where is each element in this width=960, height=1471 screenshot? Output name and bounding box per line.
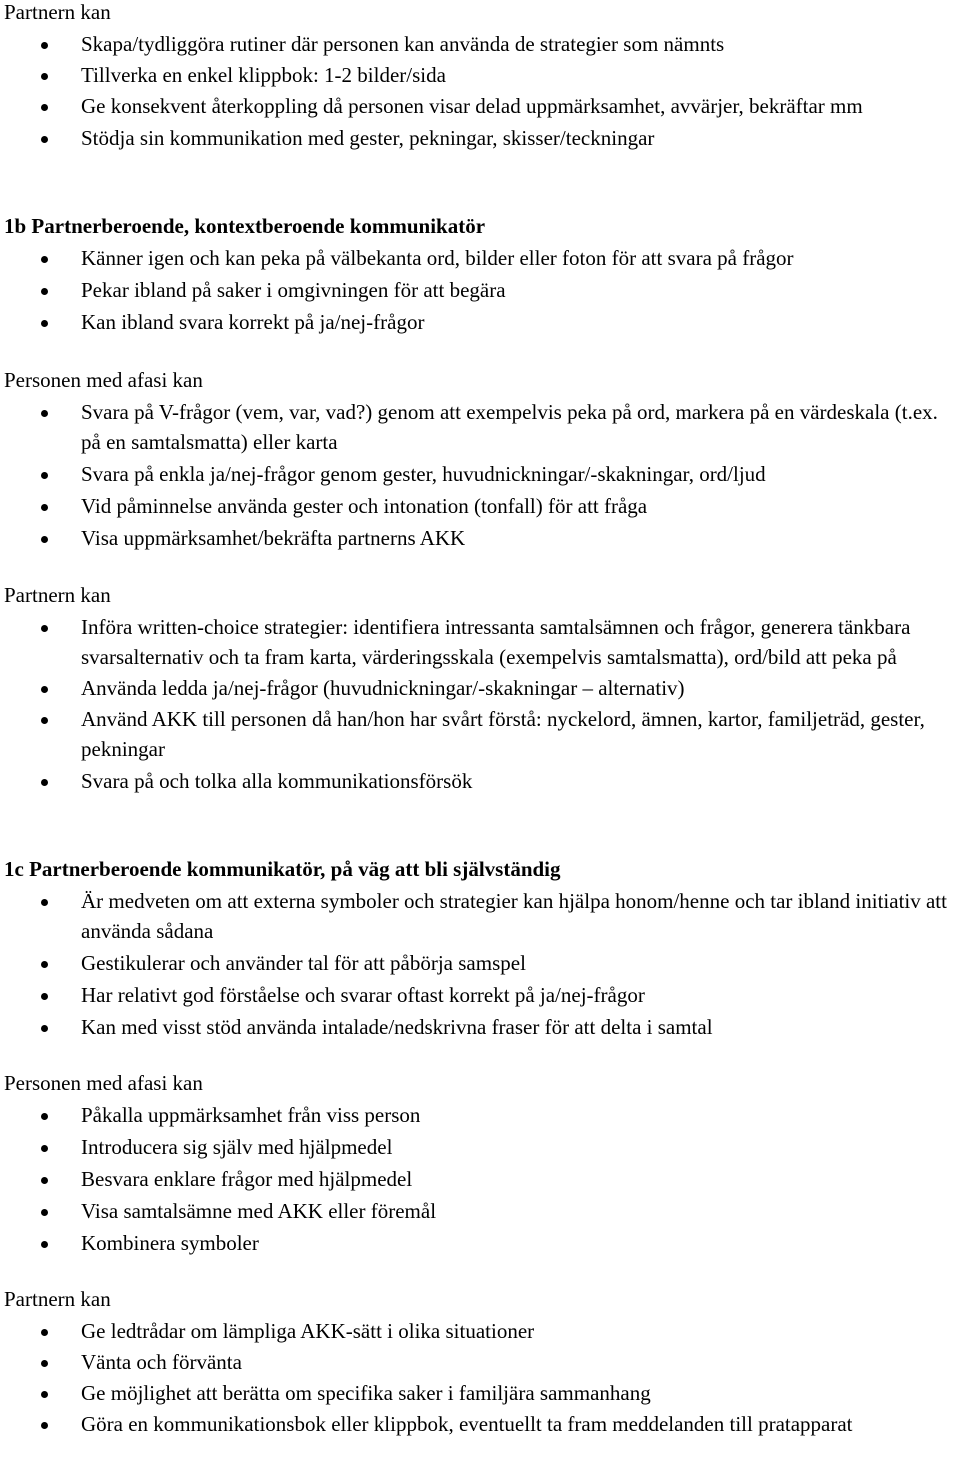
list-item: Vid påminnelse använda gester och intonation (tonfall) för att fråga [0, 491, 960, 521]
bullet-list [0, 29, 960, 153]
list-item: Visa uppmärksamhet/bekräfta partnerns AKK [0, 523, 960, 553]
list-item: Ge konsekvent återkoppling då personen visar delad uppmärksamhet, avvärjer, bekräftar mm [0, 91, 960, 121]
section-heading: Partnern kan [4, 583, 111, 607]
list-item: Använda ledda ja/nej-frågor (huvudnickningar/-skakningar ‒ alternativ) [0, 673, 960, 703]
section-heading: 1b Partnerberoende, kontextberoende kommunikatör [4, 214, 486, 238]
section-person-2 [0, 1068, 960, 1258]
list-item: Vänta och förvänta [0, 1347, 960, 1377]
list-item: Pekar ibland på saker i omgivningen för att begära [0, 275, 960, 305]
list-item: Är medveten om att externa symboler och strategier kan hjälpa honom/henne och tar ibland initiativ att använda sådana [0, 886, 960, 946]
list-item: Gestikulerar och använder tal för att påbörja samspel [0, 948, 960, 978]
list-item: Ge möjlighet att berätta om specifika saker i familjära sammanhang [0, 1378, 960, 1408]
list-item: Kan med visst stöd använda intalade/nedskrivna fraser för att delta i samtal [0, 1012, 960, 1042]
list-item: Svara på och tolka alla kommunikationsförsök [0, 766, 960, 796]
list-item: Har relativt god förståelse och svarar oftast korrekt på ja/nej-frågor [0, 980, 960, 1010]
list-item: Visa samtalsämne med AKK eller föremål [0, 1196, 960, 1226]
list-item: Tillverka en enkel klippbok: 1-2 bilder/sida [0, 60, 960, 90]
bullet-list [0, 612, 960, 796]
list-item: Kombinera symboler [0, 1228, 960, 1258]
bullet-list [0, 886, 960, 1042]
bullet-list [0, 397, 960, 553]
section-partner-3 [0, 1284, 960, 1439]
section-partner-2 [0, 580, 960, 796]
section-1c [0, 854, 960, 1042]
list-item: Introducera sig själv med hjälpmedel [0, 1132, 960, 1162]
section-1b [0, 211, 960, 337]
list-item: Göra en kommunikationsbok eller klippbok, eventuellt ta fram meddelanden till pratapparat [0, 1409, 960, 1439]
section-heading: Partnern kan [4, 0, 111, 24]
section-heading: 1c Partnerberoende kommunikatör, på väg att bli självständig [4, 857, 561, 881]
list-item: Införa written-choice strategier: identifiera intressanta samtalsämnen och frågor, generera tänkbara svarsalternativ och ta fram karta, värderingsskala (exempelvis samtalsmatta), ord/bild att peka på [0, 612, 960, 672]
list-item: Använd AKK till personen då han/hon har svårt förstå: nyckelord, ämnen, kartor, familjeträd, gester, pekningar [0, 704, 960, 764]
list-item: Svara på V-frågor (vem, var, vad?) genom att exempelvis peka på ord, markera på en värdeskala (t.ex. på en samtalsmatta) eller karta [0, 397, 960, 457]
list-item: Ge ledtrådar om lämpliga AKK-sätt i olika situationer [0, 1316, 960, 1346]
list-item: Skapa/tydliggöra rutiner där personen kan använda de strategier som nämnts [0, 29, 960, 59]
section-heading: Partnern kan [4, 1287, 111, 1311]
section-heading: Personen med afasi kan [4, 368, 203, 392]
list-item: Stödja sin kommunikation med gester, pekningar, skisser/teckningar [0, 123, 960, 153]
bullet-list [0, 1316, 960, 1439]
section-person-1 [0, 365, 960, 553]
section-heading: Personen med afasi kan [4, 1071, 203, 1095]
list-item: Känner igen och kan peka på välbekanta ord, bilder eller foton för att svara på frågor [0, 243, 960, 273]
bullet-list [0, 1100, 960, 1258]
list-item: Svara på enkla ja/nej-frågor genom gester, huvudnickningar/-skakningar, ord/ljud [0, 459, 960, 489]
list-item: Påkalla uppmärksamhet från viss person [0, 1100, 960, 1130]
list-item: Besvara enklare frågor med hjälpmedel [0, 1164, 960, 1194]
section-partner-1 [0, 0, 960, 153]
bullet-list [0, 243, 960, 337]
list-item: Kan ibland svara korrekt på ja/nej-frågor [0, 307, 960, 337]
